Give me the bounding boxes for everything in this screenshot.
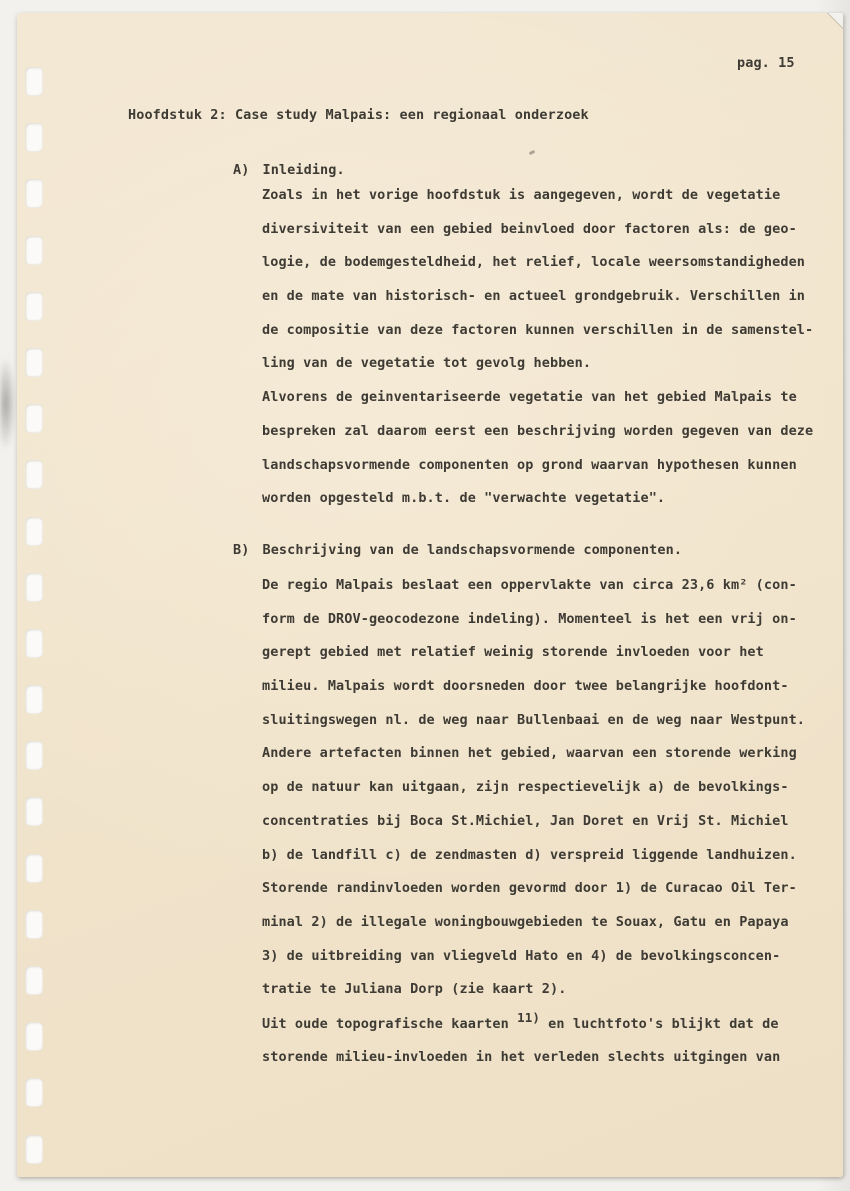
binder-hole <box>25 1022 43 1051</box>
typed-line: Alvorens de geinventariseerde vegetatie van het gebied Malpais te <box>262 389 797 406</box>
binder-hole <box>25 1135 43 1164</box>
binder-hole <box>25 404 43 433</box>
typed-line-with-footnote <box>262 1009 805 1050</box>
typed-line: op de natuur kan uitgaan, zijn respectievelijk a) de bevolkings- <box>262 779 789 796</box>
section-label: B) <box>233 542 250 558</box>
section-label: A) <box>233 162 250 178</box>
binder-hole <box>25 910 43 939</box>
binder-hole <box>25 123 43 152</box>
typed-line: form de DROV-geocodezone indeling). Momenteel is het een vrij on- <box>262 610 797 627</box>
typed-line: b) de landfill c) de zendmasten d) verspreid liggende landhuizen. <box>262 846 797 863</box>
binder-hole <box>25 573 43 602</box>
binder-hole <box>25 179 43 208</box>
binder-hole <box>25 236 43 265</box>
section-b-paragraph <box>262 578 805 1083</box>
typed-line: De regio Malpais beslaat een oppervlakte van circa 23,6 km² (con- <box>262 577 797 593</box>
section-a-paragraph <box>262 188 813 525</box>
section-b-heading <box>233 543 682 558</box>
typed-line: worden opgesteld m.b.t. de "verwachte vegetatie". <box>262 490 666 507</box>
binder-hole <box>25 966 43 995</box>
binder-holes <box>25 67 43 1164</box>
typed-line: Andere artefacten binnen het gebied, waarvan een storende werking <box>262 745 797 762</box>
corner-cut <box>827 13 843 29</box>
stray-mark <box>529 150 536 155</box>
binder-hole <box>25 629 43 658</box>
typed-line: gerept gebied met relatief weinig storende invloeden voor het <box>262 644 764 661</box>
binder-hole <box>25 854 43 883</box>
footnote-superscript: 11) <box>517 1009 540 1025</box>
binder-hole <box>25 1078 43 1107</box>
typed-line: concentraties bij Boca St.Michiel, Jan Doret en Vrij St. Michiel <box>262 812 789 829</box>
binder-hole <box>25 797 43 826</box>
footnote-line-pre: Uit oude topografische kaarten <box>262 1015 518 1032</box>
typed-line: sluitingswegen nl. de weg naar Bullenbaai en de weg naar Westpunt. <box>262 711 806 728</box>
section-a-heading <box>233 163 345 178</box>
typed-line: diversiviteit van een gebied beinvloed door factoren als: de geo- <box>262 220 797 237</box>
typed-line: landschapsvormende componenten op grond waarvan hypothesen kunnen <box>262 456 797 473</box>
typed-line: logie, de bodemgesteldheid, het relief, locale weersomstandigheden <box>262 254 806 271</box>
binder-hole <box>25 517 43 546</box>
typed-line: storende milieu-invloeden in het verleden slechts uitgingen van <box>262 1048 781 1065</box>
binder-hole <box>25 67 43 96</box>
binder-hole <box>25 460 43 489</box>
binder-hole <box>25 348 43 377</box>
typed-line: en de mate van historisch- en actueel grondgebruik. Verschillen in <box>262 288 806 305</box>
chapter-title: Hoofdstuk 2: Case study Malpais: een regionaal onderzoek <box>128 107 589 123</box>
typed-line: 3) de uitbreiding van vliegveld Hato en 4) de bevolkingsconcen- <box>262 947 781 964</box>
paper-sheet <box>17 13 843 1177</box>
typed-line: Zoals in het vorige hoofdstuk is aangegeven, wordt de vegetatie <box>262 187 781 203</box>
binder-hole <box>25 292 43 321</box>
typed-line: tratie te Juliana Dorp (zie kaart 2). <box>262 981 567 998</box>
typed-line: milieu. Malpais wordt doorsneden door twee belangrijke hoofdont- <box>262 678 789 695</box>
footnote-line-post: en luchtfoto's blijkt dat de <box>539 1015 779 1032</box>
binder-hole <box>25 685 43 714</box>
binder-hole <box>25 741 43 770</box>
ink-smudge <box>0 356 16 451</box>
typed-line: bespreken zal daarom eerst een beschrijving worden gegeven van deze <box>262 422 814 439</box>
page-number-label: pag. 15 <box>737 55 795 71</box>
section-heading-text: Beschrijving van de landschapsvormende componenten. <box>262 542 683 558</box>
typed-line: Storende randinvloeden worden gevormd door 1) de Curacao Oil Ter- <box>262 880 797 897</box>
section-heading-text: Inleiding. <box>262 162 345 178</box>
typed-line: ling van de vegetatie tot gevolg hebben. <box>262 355 592 372</box>
typed-line: minal 2) de illegale woningbouwgebieden te Souax, Gatu en Papaya <box>262 913 789 930</box>
typed-line: de compositie van deze factoren kunnen verschillen in de samenstel- <box>262 321 814 338</box>
